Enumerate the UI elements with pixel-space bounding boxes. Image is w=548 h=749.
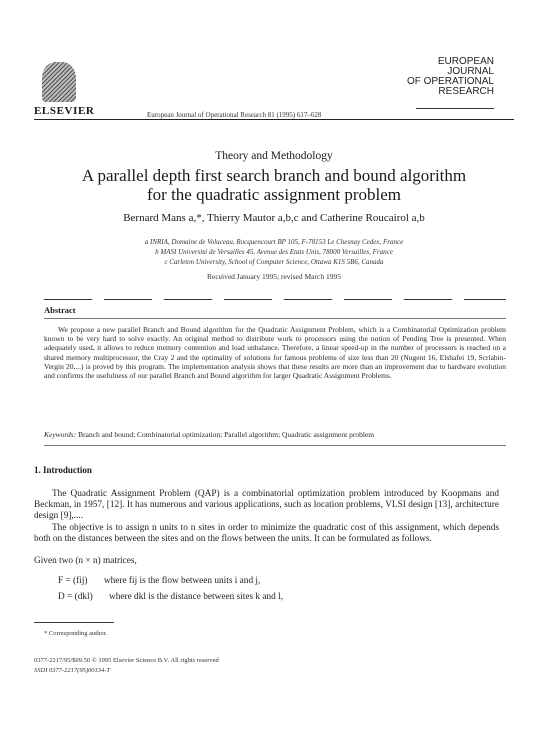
journal-name-underline bbox=[416, 108, 494, 109]
copyright-line: 0377-2217/95/$09.50 © 1995 Elsevier Science B.V. All rights reserved bbox=[34, 657, 219, 664]
journal-name-line: EUROPEAN bbox=[437, 56, 494, 67]
intro-paragraph: The Quadratic Assignment Problem (QAP) is a combinatorial optimization problem introduced by Koopmans and Beckman, in 1957, [12]. It has numerous and various applications, such as location problems, VLSI design [13], architecture design [9],.... bbox=[34, 489, 499, 522]
pii-line: SSDI 0377-2217(95)00134-T bbox=[34, 667, 111, 674]
abstract-rule bbox=[44, 318, 506, 319]
affiliation: c Carleton University, School of Computer Science, Ottawa K1S 5B6, Canada bbox=[164, 258, 384, 266]
journal-name-line: RESEARCH bbox=[438, 86, 494, 97]
section-label: Theory and Methodology bbox=[215, 150, 333, 162]
keywords-rule bbox=[44, 445, 506, 446]
equation-rhs: where dkl is the distance between sites k and l, bbox=[109, 592, 284, 602]
affiliation: a INRIA, Domaine de Voluceau, Rocquencourt BP 105, F-78153 Le Chesnay Cedex, France bbox=[144, 238, 404, 246]
journal-name-line: JOURNAL bbox=[447, 66, 494, 77]
dashed-separator bbox=[44, 299, 506, 300]
equation-lhs: D = (dkl) bbox=[58, 592, 93, 602]
author-list: Bernard Mans a,*, Thierry Mautor a,b,c and Catherine Roucairol a,b bbox=[123, 212, 425, 224]
copyright-block bbox=[34, 656, 219, 676]
journal-name bbox=[407, 57, 494, 97]
title-line: for the quadratic assignment problem bbox=[147, 185, 401, 204]
equation-lhs: F = (fij) bbox=[58, 576, 88, 586]
keywords-text: Branch and bound; Combinatorial optimization; Parallel algorithm; Quadratic assignment problem bbox=[76, 430, 375, 439]
equation-line bbox=[58, 576, 260, 586]
journal-reference: European Journal of Operational Research 81 (1995) 617–628 bbox=[147, 111, 322, 119]
footnote: * Corresponding author. bbox=[44, 630, 108, 637]
journal-name-line: OF OPERATIONAL bbox=[406, 76, 494, 87]
affiliation: b MASI Université de Versailles 45, Avenue des Etats Unis, 78000 Versailles, France bbox=[155, 248, 393, 256]
intro-paragraph: The objective is to assign n units to n sites in order to minimize the quadratic cost of this assignment, which depends both on the distances between the sites and on the flows between the units. It can be formulated as follows. bbox=[34, 523, 499, 545]
received-date: Received January 1995; revised March 1995 bbox=[207, 272, 341, 281]
equation-line bbox=[58, 592, 283, 602]
publisher-name: ELSEVIER bbox=[34, 105, 95, 117]
abstract-heading: Abstract bbox=[44, 305, 76, 315]
paper-title bbox=[0, 166, 548, 204]
footnote-rule bbox=[34, 622, 114, 623]
intro-paragraph: Given two (n × n) matrices, bbox=[34, 556, 137, 566]
title-line: A parallel depth first search branch and bound algorithm bbox=[81, 166, 467, 185]
keywords bbox=[44, 430, 506, 439]
abstract-text: We propose a new parallel Branch and Bound algorithm for the Quadratic Assignment Problem, which is a Combinatorial Optimization problem known to be very hard to solve exactly. An original method to distribute work to processors using the notion of Pending Tree is presented. When adequately used, it allows to reduce memory contention and load unbalance. Therefore, a linear speed-up in the number of processors is reached on a shared memory multiprocessor, the Cray 2 and the optimality of solutions for famous problems of size less than 20 (Nugent 16, Elshafei 19, Scriabin-Vergin 20,...) is proved by this program. The implementation analysis shows that these results are more than an improvement due to hardware evolution and confirms the usefulness of our parallel Branch and Bound algorithm for larger Quadratic Assignment Problems. bbox=[44, 325, 506, 381]
equation-rhs: where fij is the flow between units i and j, bbox=[103, 576, 261, 586]
keywords-label: Keywords: bbox=[44, 430, 77, 439]
header-rule bbox=[34, 119, 514, 120]
elsevier-tree-logo-icon bbox=[42, 62, 76, 102]
section-heading: 1. Introduction bbox=[34, 465, 92, 475]
